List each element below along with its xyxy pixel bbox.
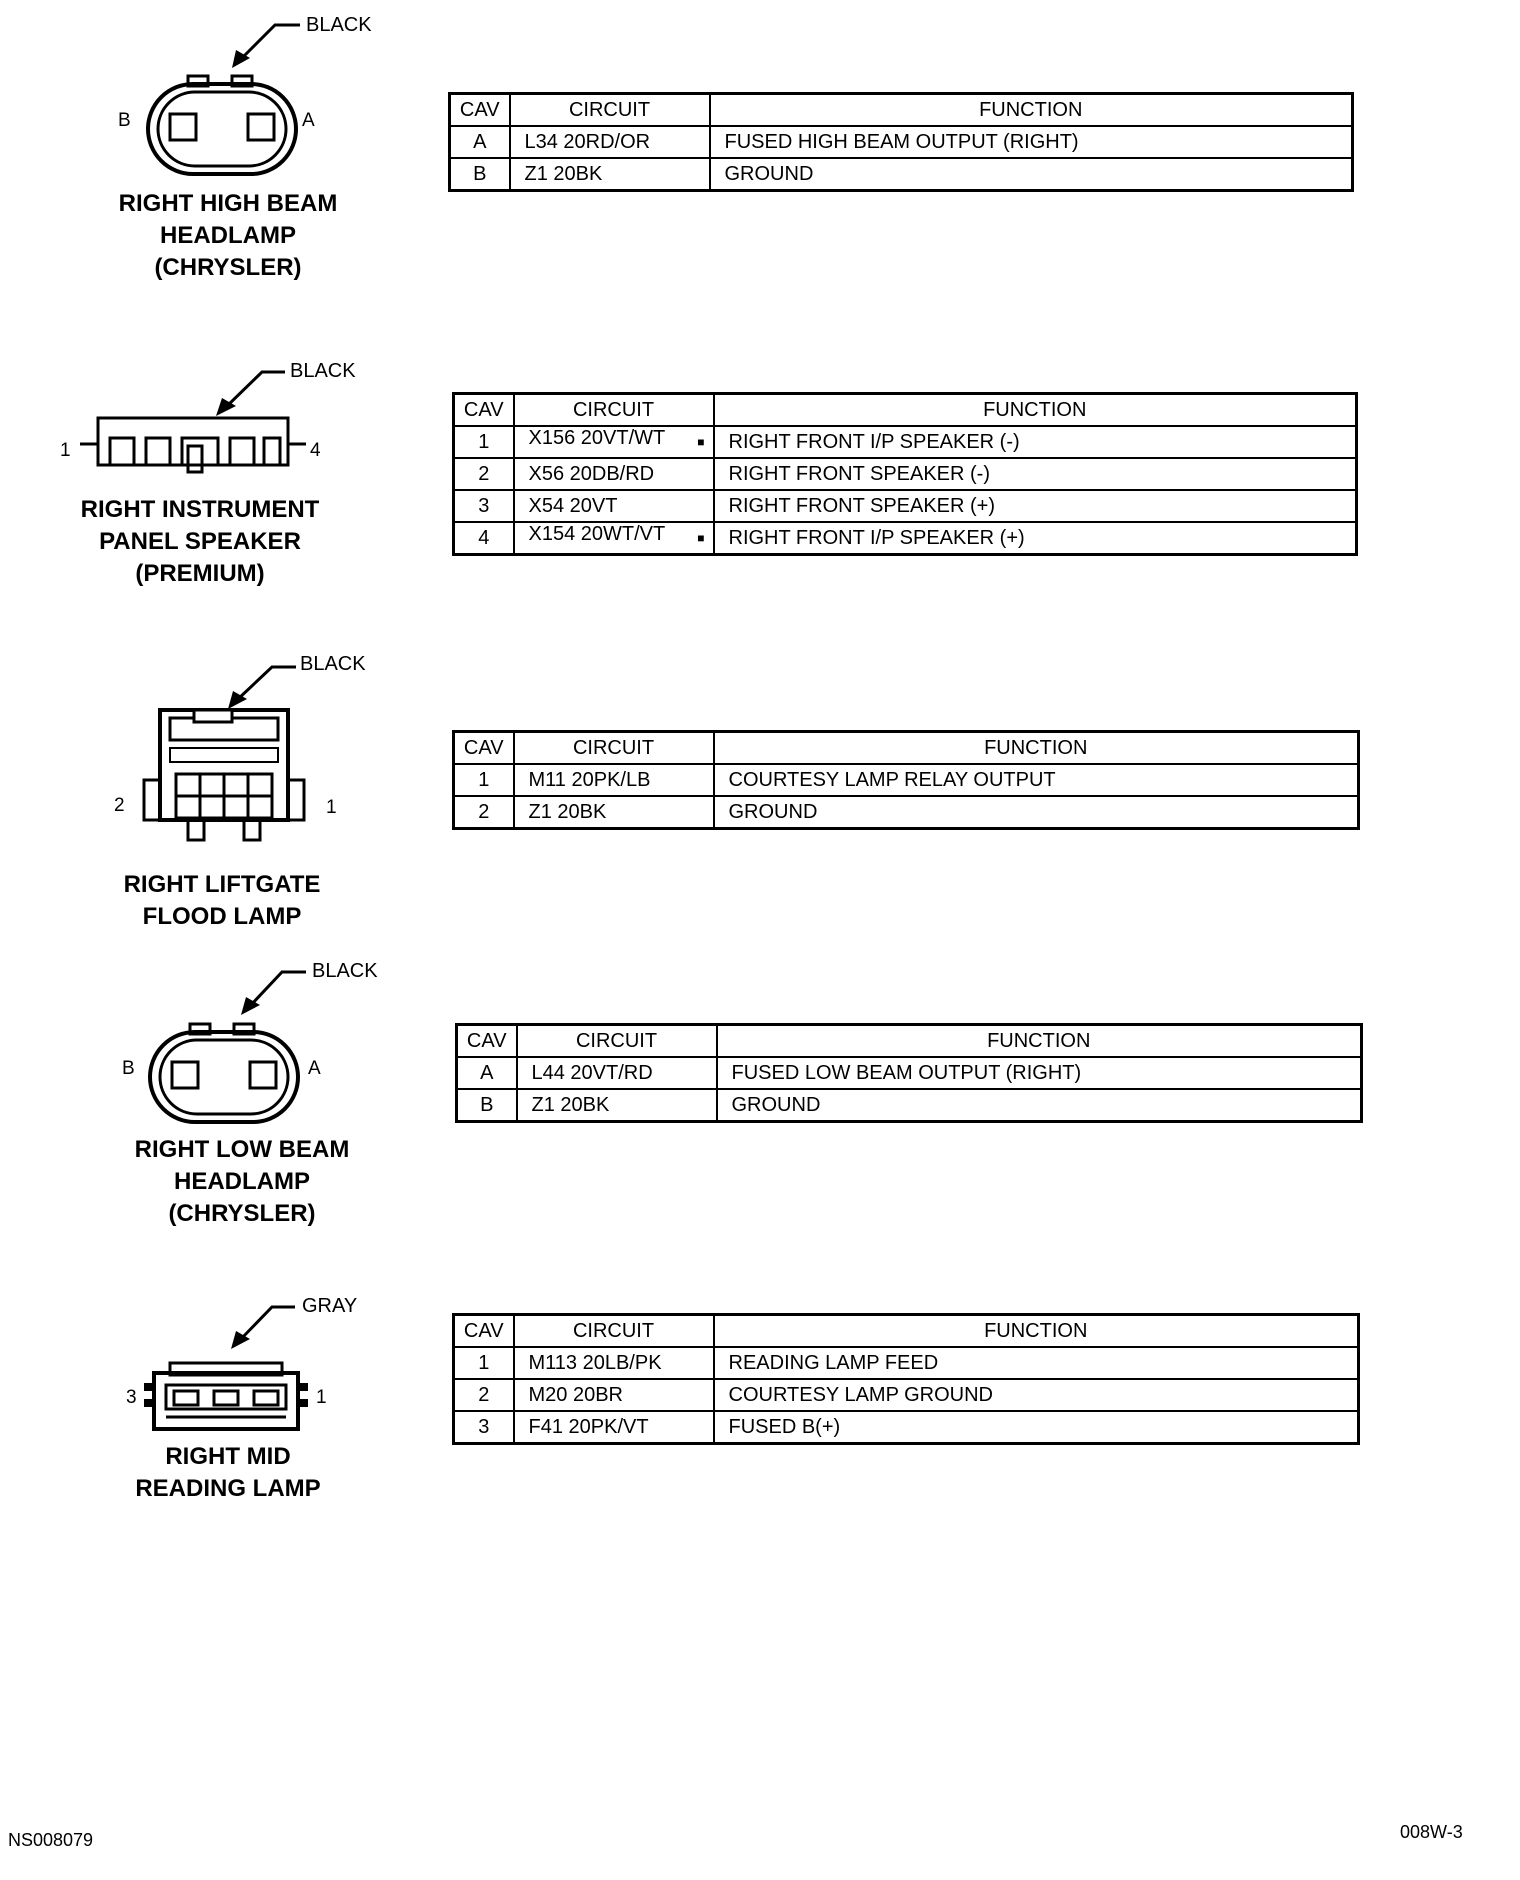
cell-cav: 3 bbox=[454, 490, 514, 522]
header-cav: CAV bbox=[450, 94, 510, 127]
table-row bbox=[454, 764, 1359, 796]
table-row bbox=[454, 522, 1357, 555]
cell-function: GROUND bbox=[717, 1089, 1362, 1122]
cell-function: COURTESY LAMP RELAY OUTPUT bbox=[714, 764, 1359, 796]
table-header-row bbox=[454, 394, 1357, 427]
header-function: FUNCTION bbox=[710, 94, 1353, 127]
cell-circuit: X54 20VT bbox=[514, 490, 714, 522]
cell-cav: B bbox=[457, 1089, 517, 1122]
cell-circuit: Z1 20BK bbox=[514, 796, 714, 829]
page-id: 008W-3 bbox=[1400, 1822, 1463, 1842]
title-line: RIGHT LOW BEAM bbox=[134, 1136, 350, 1163]
connector-flood-icon bbox=[130, 700, 330, 870]
cell-circuit: L44 20VT/RD bbox=[517, 1057, 717, 1089]
table-row bbox=[457, 1057, 1362, 1089]
pin-table bbox=[452, 730, 1360, 830]
pin-table bbox=[448, 92, 1354, 192]
table-header-row bbox=[454, 732, 1359, 765]
figure-id: NS008079 bbox=[8, 1830, 94, 1850]
header-cav: CAV bbox=[457, 1025, 517, 1058]
header-cav: CAV bbox=[454, 394, 514, 427]
table-row bbox=[454, 796, 1359, 829]
table-row bbox=[454, 1411, 1359, 1444]
connector-title bbox=[92, 1134, 392, 1230]
header-cav: CAV bbox=[454, 1315, 514, 1348]
header-function: FUNCTION bbox=[714, 1315, 1359, 1348]
cell-function: FUSED HIGH BEAM OUTPUT (RIGHT) bbox=[710, 126, 1353, 158]
title-line: HEADLAMP bbox=[174, 1168, 310, 1195]
pin-label-left: B bbox=[118, 110, 131, 131]
header-circuit: CIRCUIT bbox=[514, 1315, 714, 1348]
cell-cav: A bbox=[457, 1057, 517, 1089]
header-function: FUNCTION bbox=[717, 1025, 1362, 1058]
table-header-row bbox=[454, 1315, 1359, 1348]
table-header-row bbox=[457, 1025, 1362, 1058]
pin-label-right: 1 bbox=[316, 1387, 327, 1408]
cell-cav: 2 bbox=[454, 458, 514, 490]
title-line: RIGHT LIFTGATE bbox=[123, 871, 321, 898]
title-line: RIGHT MID bbox=[165, 1443, 291, 1470]
color-label: BLACK bbox=[312, 960, 378, 982]
cell-function: GROUND bbox=[714, 796, 1359, 829]
cell-function: FUSED LOW BEAM OUTPUT (RIGHT) bbox=[717, 1057, 1362, 1089]
title-line: (CHRYSLER) bbox=[168, 1200, 316, 1227]
color-label: BLACK bbox=[306, 14, 372, 36]
title-line: (CHRYSLER) bbox=[154, 254, 302, 281]
table-row bbox=[450, 126, 1353, 158]
cell-function: RIGHT FRONT I/P SPEAKER (+) bbox=[714, 522, 1357, 555]
cell-circuit: L34 20RD/OR bbox=[510, 126, 710, 158]
title-line: RIGHT HIGH BEAM bbox=[118, 190, 338, 217]
connector-reading-lamp bbox=[0, 1285, 1520, 1545]
marker-icon: ■ bbox=[697, 531, 705, 545]
header-circuit: CIRCUIT bbox=[517, 1025, 717, 1058]
cell-function: GROUND bbox=[710, 158, 1353, 191]
connector-low-beam bbox=[0, 950, 1520, 1250]
cell-cav: 1 bbox=[454, 426, 514, 458]
title-line: (PREMIUM) bbox=[135, 560, 265, 587]
pin-label-right: A bbox=[302, 110, 315, 131]
table-header-row bbox=[450, 94, 1353, 127]
cell-cav: 4 bbox=[454, 522, 514, 555]
cell-cav: 1 bbox=[454, 764, 514, 796]
title-line: RIGHT INSTRUMENT bbox=[80, 496, 320, 523]
connector-liftgate-lamp bbox=[0, 645, 1520, 945]
cell-cav: B bbox=[450, 158, 510, 191]
cell-function: COURTESY LAMP GROUND bbox=[714, 1379, 1359, 1411]
pin-label-left: 3 bbox=[126, 1387, 137, 1408]
pin-table bbox=[452, 1313, 1360, 1445]
connector-ip-speaker bbox=[0, 350, 1520, 610]
connector-reading-icon bbox=[140, 1355, 320, 1445]
table-row bbox=[457, 1089, 1362, 1122]
cell-circuit: M11 20PK/LB bbox=[514, 764, 714, 796]
cell-circuit: Z1 20BK bbox=[510, 158, 710, 191]
connector-oval-icon bbox=[140, 70, 310, 180]
circuit-text: X154 20WT/VT bbox=[528, 523, 666, 545]
table-row bbox=[454, 1347, 1359, 1379]
pin-label-right: 1 bbox=[326, 797, 337, 818]
cell-function: READING LAMP FEED bbox=[714, 1347, 1359, 1379]
cell-function: RIGHT FRONT I/P SPEAKER (-) bbox=[714, 426, 1357, 458]
header-circuit: CIRCUIT bbox=[514, 732, 714, 765]
cell-circuit: M20 20BR bbox=[514, 1379, 714, 1411]
pin-label-right: A bbox=[308, 1058, 321, 1079]
table-row bbox=[454, 1379, 1359, 1411]
marker-icon: ■ bbox=[697, 435, 705, 449]
cell-cav: 1 bbox=[454, 1347, 514, 1379]
header-circuit: CIRCUIT bbox=[514, 394, 714, 427]
color-label: GRAY bbox=[302, 1295, 358, 1317]
pin-label-left: B bbox=[122, 1058, 135, 1079]
cell-function: RIGHT FRONT SPEAKER (-) bbox=[714, 458, 1357, 490]
cell-circuit: M113 20LB/PK bbox=[514, 1347, 714, 1379]
cell-circuit: Z1 20BK bbox=[517, 1089, 717, 1122]
pin-label-right: 4 bbox=[310, 440, 321, 461]
pin-label-left: 1 bbox=[60, 440, 71, 461]
cell-circuit bbox=[514, 522, 714, 555]
cell-circuit: F41 20PK/VT bbox=[514, 1411, 714, 1444]
header-function: FUNCTION bbox=[714, 394, 1357, 427]
header-circuit: CIRCUIT bbox=[510, 94, 710, 127]
cell-cav: 3 bbox=[454, 1411, 514, 1444]
connector-title bbox=[78, 188, 378, 284]
cell-function: FUSED B(+) bbox=[714, 1411, 1359, 1444]
pin-table bbox=[455, 1023, 1363, 1123]
table-row bbox=[454, 458, 1357, 490]
connector-title bbox=[78, 1441, 378, 1505]
circuit-text: X156 20VT/WT bbox=[528, 427, 666, 449]
connector-oval-icon bbox=[142, 1018, 312, 1128]
pin-label-left: 2 bbox=[114, 795, 125, 816]
connector-high-beam bbox=[0, 0, 1520, 300]
title-line: PANEL SPEAKER bbox=[99, 528, 301, 555]
connector-speaker-icon bbox=[70, 410, 330, 490]
connector-title bbox=[72, 869, 372, 933]
cell-cav: A bbox=[450, 126, 510, 158]
cell-circuit: X56 20DB/RD bbox=[514, 458, 714, 490]
color-label: BLACK bbox=[300, 653, 366, 675]
pin-table bbox=[452, 392, 1358, 556]
cell-cav: 2 bbox=[454, 796, 514, 829]
table-row bbox=[450, 158, 1353, 191]
title-line: HEADLAMP bbox=[160, 222, 296, 249]
cell-cav: 2 bbox=[454, 1379, 514, 1411]
connector-title bbox=[50, 494, 350, 590]
header-cav: CAV bbox=[454, 732, 514, 765]
title-line: READING LAMP bbox=[135, 1475, 321, 1502]
color-label: BLACK bbox=[290, 360, 356, 382]
title-line: FLOOD LAMP bbox=[142, 903, 302, 930]
cell-circuit bbox=[514, 426, 714, 458]
table-row bbox=[454, 490, 1357, 522]
table-row bbox=[454, 426, 1357, 458]
cell-function: RIGHT FRONT SPEAKER (+) bbox=[714, 490, 1357, 522]
header-function: FUNCTION bbox=[714, 732, 1359, 765]
